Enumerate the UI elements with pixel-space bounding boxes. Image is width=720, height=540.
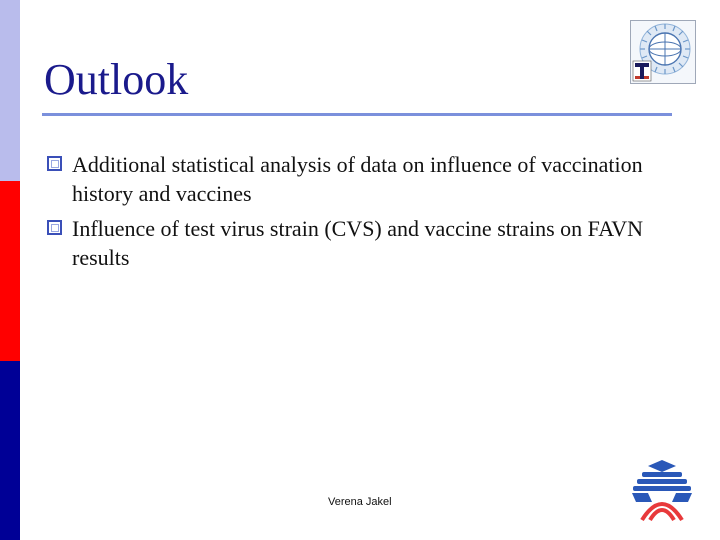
footer-author: Verena Jakel <box>328 496 392 508</box>
title-underline <box>42 113 672 116</box>
institute-emblem-bottom <box>628 458 696 522</box>
square-bullet-icon <box>47 220 62 235</box>
side-bar-lavender <box>0 0 20 181</box>
side-bar-red <box>0 181 20 361</box>
side-bar-navy <box>0 361 20 540</box>
bullet-item <box>46 214 666 272</box>
bullet-text: Additional statistical analysis of data on influence of vaccination history and vaccines <box>72 152 643 206</box>
bullet-text: Influence of test virus strain (CVS) and vaccine strains on FAVN results <box>72 216 644 270</box>
square-bullet-icon <box>47 156 62 171</box>
institute-logo-top <box>630 20 696 84</box>
institute-emblem-icon <box>628 458 696 522</box>
globe-logo-icon <box>631 21 695 83</box>
bullet-list <box>46 150 666 278</box>
bullet-item <box>46 150 666 208</box>
slide-title: Outlook <box>44 55 189 104</box>
